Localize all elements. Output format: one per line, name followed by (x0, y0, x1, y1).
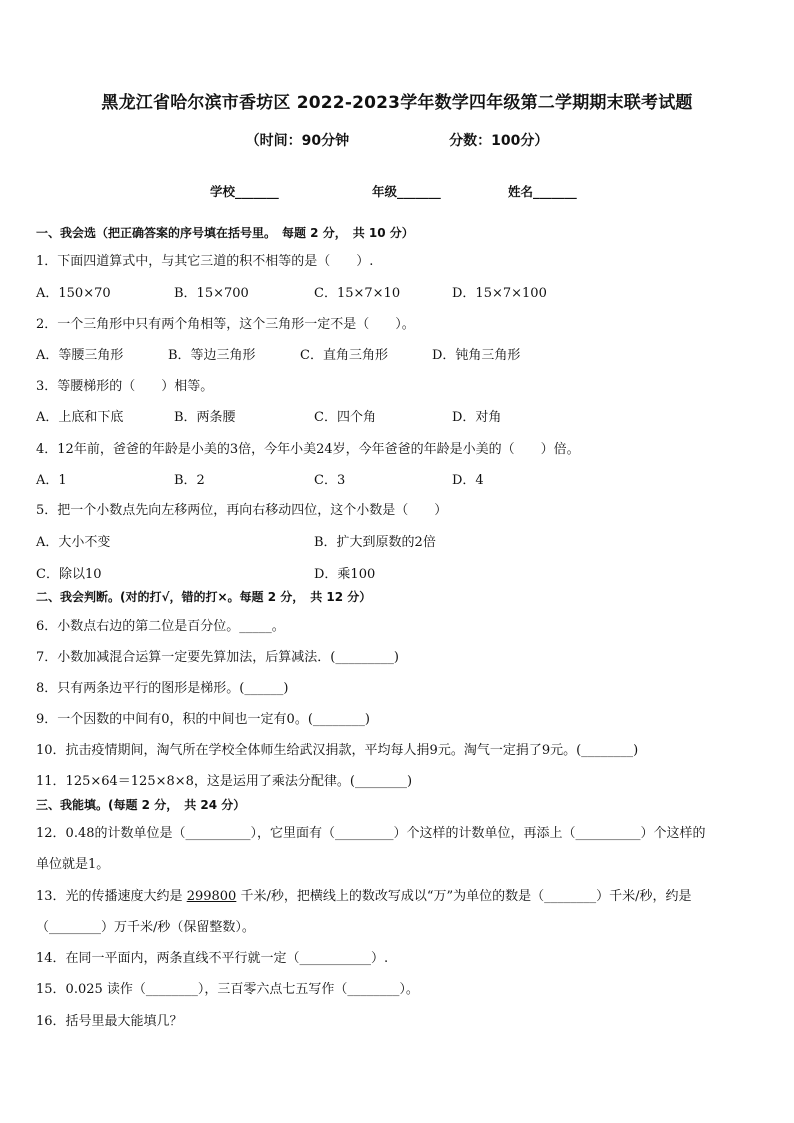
q1-option-a: A．150×70 (36, 286, 111, 301)
section-3-heading: 三、我能填。(每题 2 分， 共 24 分） (36, 798, 246, 812)
q3-option-b: B．两条腰 (174, 410, 236, 425)
question-5: 5．把一个小数点先向左移两位，再向右移动四位，这个小数是（ ） (36, 503, 448, 518)
question-7: 7．小数加减混合运算一定要先算加法，后算减法．(_________) (36, 650, 399, 665)
school-field: 学校_______ (210, 184, 279, 199)
q13-underlined-number: 299800 (186, 889, 237, 904)
q3-option-a: A．上底和下底 (36, 410, 124, 425)
question-10: 10．抗击疫情期间，淘气所在学校全体师生给武汉捐款，平均每人捐9元。淘气一定捐了9元。(________) (36, 743, 639, 758)
question-12: 12．0.48的计数单位是（__________），它里面有（_________）个这样的计数单位，再添上（__________）个这样的 (36, 826, 706, 841)
section-1-heading: 一、我会选（把正确答案的序号填在括号里。 每题 2 分， 共 10 分） (36, 226, 414, 240)
question-8: 8．只有两条边平行的图形是梯形。(______) (36, 681, 289, 696)
time-label: （时间：90分钟 (245, 133, 350, 149)
q2-option-c: C．直角三角形 (300, 348, 388, 363)
question-2: 2．一个三角形中只有两个角相等，这个三角形一定不是（ ）。 (36, 317, 415, 332)
question-16: 16．括号里最大能填几？ (36, 1014, 183, 1029)
score-label: 分数：100分） (449, 133, 549, 149)
q3-option-c: C．四个角 (314, 410, 376, 425)
question-15: 15．0.025 读作（________），三百零六点七五写作（________）。 (36, 982, 419, 997)
q4-option-a: A．1 (36, 473, 67, 488)
question-6: 6．小数点右边的第二位是百分位。_____。 (36, 619, 285, 634)
exam-title: 黑龙江省哈尔滨市香坊区 2022-2023学年数学四年级第二学期期末联考试题 (101, 93, 693, 113)
question-3: 3．等腰梯形的（ ）相等。 (36, 379, 214, 394)
question-13-continued: （________）万千米/秒（保留整数）。 (36, 920, 255, 935)
q5-option-d: D．乘100 (314, 567, 376, 582)
q2-option-a: A．等腰三角形 (36, 348, 124, 363)
q4-option-d: D．4 (452, 473, 484, 488)
question-11: 11．125×64＝125×8×8，这是运用了乘法分配律。(________) (36, 774, 413, 789)
q4-option-c: C．3 (314, 473, 346, 488)
q5-option-a: A．大小不变 (36, 535, 111, 550)
q4-option-b: B．2 (174, 473, 205, 488)
q3-option-d: D．对角 (452, 410, 502, 425)
q5-option-b: B．扩大到原数的2倍 (314, 535, 436, 550)
q13-suffix: 千米/秒，把横线上的数改写成以“万”为单位的数是（________）千米/秒，约是 (236, 889, 692, 904)
q5-option-c: C．除以10 (36, 567, 102, 582)
question-4: 4．12年前，爸爸的年龄是小美的3倍，今年小美24岁，今年爸爸的年龄是小美的（ ）倍。 (36, 442, 580, 457)
exam-subtitle (0, 130, 794, 150)
grade-field: 年级_______ (372, 184, 441, 199)
section-2-heading: 二、我会判断。(对的打√，错的打×。每题 2 分， 共 12 分） (36, 590, 372, 604)
question-14: 14．在同一平面内，两条直线不平行就一定（___________）. (36, 951, 389, 966)
question-12-continued: 单位就是1。 (36, 857, 110, 872)
name-field: 姓名_______ (508, 184, 577, 199)
q2-option-d: D．钝角三角形 (432, 348, 521, 363)
q13-prefix: 13．光的传播速度大约是 (36, 889, 187, 904)
q2-option-b: B．等边三角形 (168, 348, 256, 363)
question-1: 1．下面四道算式中，与其它三道的积不相等的是（ ）. (36, 254, 374, 269)
question-13 (36, 885, 692, 904)
q1-option-b: B．15×700 (174, 286, 249, 301)
q1-option-d: D．15×7×100 (452, 286, 547, 301)
question-9: 9．一个因数的中间有0，积的中间也一定有0。(________) (36, 712, 370, 727)
q1-option-c: C．15×7×10 (314, 286, 401, 301)
